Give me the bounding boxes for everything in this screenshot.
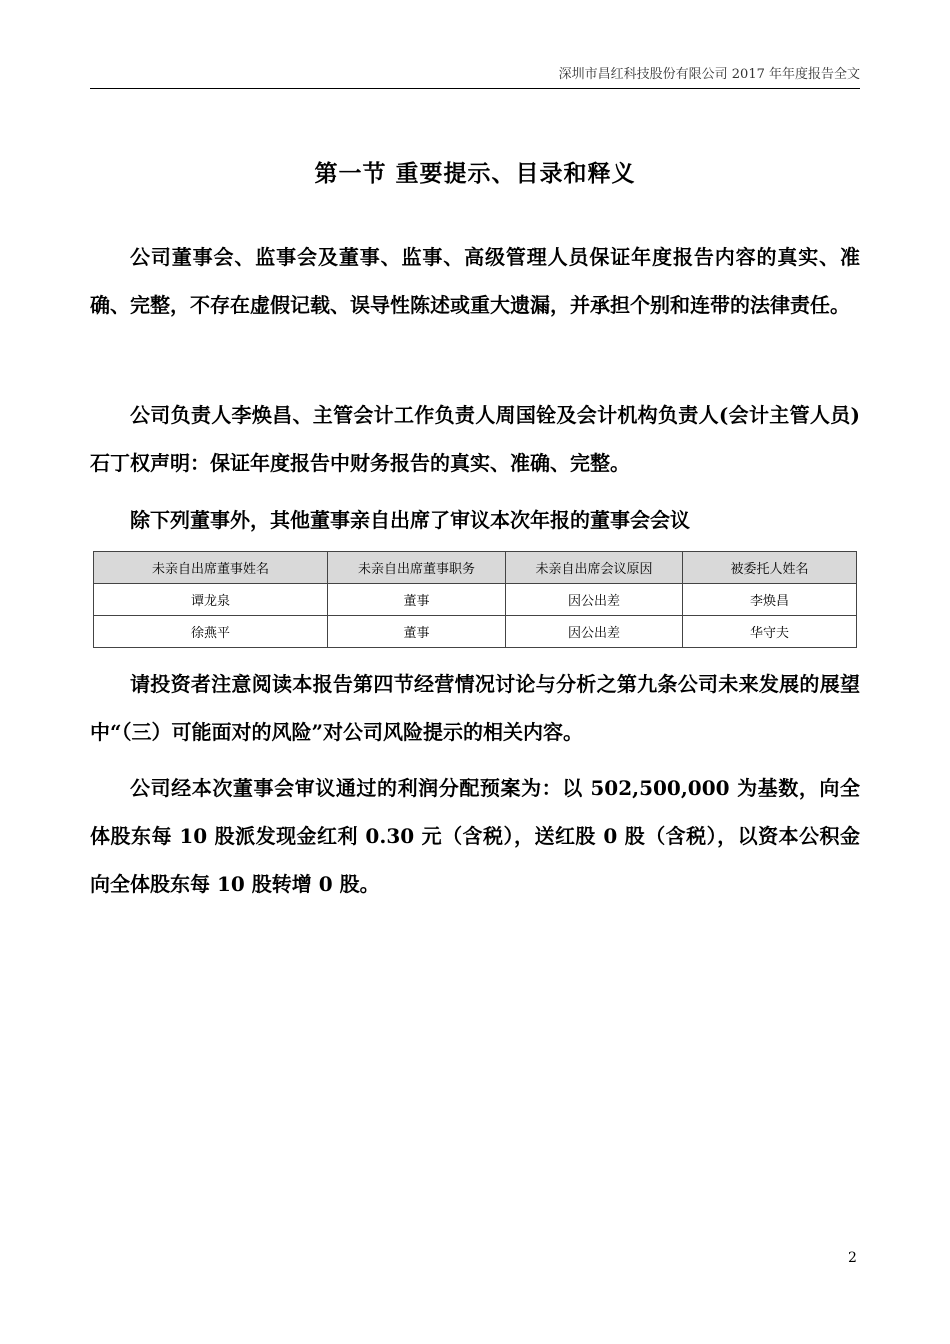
paragraph-profit-distribution: 公司经本次董事会审议通过的利润分配预案为：以 502,500,000 为基数，向全体股东每 10 股派发现金红利 0.30 元（含税），送红股 0 股（含税），以资本公积金向全体股东每 10 股转增 0 股。 <box>90 776 860 896</box>
header-title: 深圳市昌红科技股份有限公司 2017 年年度报告全文 <box>558 67 860 82</box>
paragraph-absent-directors: 除下列董事外，其他董事亲自出席了审议本次年报的董事会会议 <box>130 508 690 532</box>
paragraph-risk-notice: 请投资者注意阅读本报告第四节经营情况讨论与分析之第九条公司未来发展的展望中“（三）可能面对的风险”对公司风险提示的相关内容。 <box>90 672 860 744</box>
table-cell: 因公出差 <box>506 616 683 648</box>
table-row <box>94 584 857 616</box>
absent-directors-table <box>93 551 857 648</box>
page-header <box>90 60 860 89</box>
table-cell: 董事 <box>328 616 506 648</box>
section-title: 第一节 重要提示、目录和释义 <box>314 160 636 187</box>
table-header-row <box>94 552 857 584</box>
table-cell: 李焕昌 <box>683 584 857 616</box>
table-row <box>94 616 857 648</box>
table-cell: 董事 <box>328 584 506 616</box>
table-header-cell: 未亲自出席董事姓名 <box>94 552 328 584</box>
paragraph-responsibility: 公司董事会、监事会及董事、监事、高级管理人员保证年度报告内容的真实、准确、完整，不存在虚假记载、误导性陈述或重大遗漏，并承担个别和连带的法律责任。 <box>90 245 860 317</box>
table-cell: 谭龙泉 <box>94 584 328 616</box>
table-cell: 徐燕平 <box>94 616 328 648</box>
table-cell: 因公出差 <box>506 584 683 616</box>
page-number: 2 <box>848 1250 857 1266</box>
table-header-cell: 被委托人姓名 <box>683 552 857 584</box>
paragraph-declaration: 公司负责人李焕昌、主管会计工作负责人周国铨及会计机构负责人(会计主管人员)石丁权声明：保证年度报告中财务报告的真实、准确、完整。 <box>90 403 860 475</box>
table-cell: 华守夫 <box>683 616 857 648</box>
table-header-cell: 未亲自出席董事职务 <box>328 552 506 584</box>
table-header-cell: 未亲自出席会议原因 <box>506 552 683 584</box>
